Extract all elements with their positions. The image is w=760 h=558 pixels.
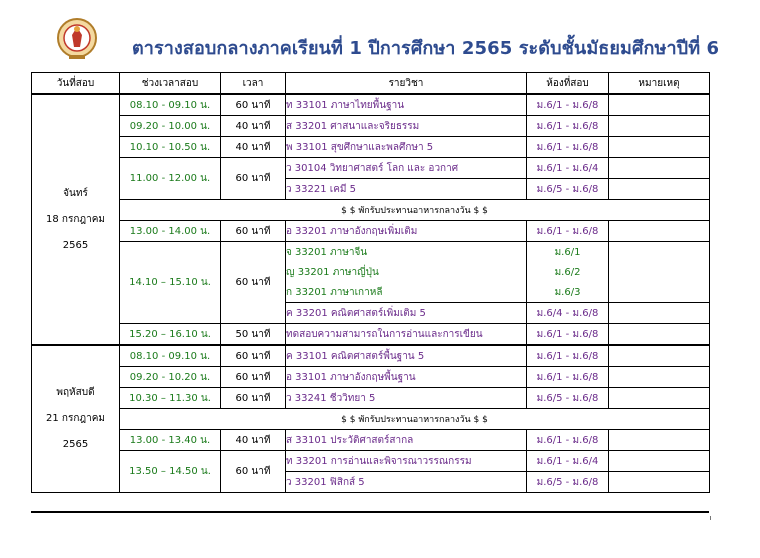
remarks-cell (609, 158, 710, 179)
duration-cell: 60 นาที (221, 345, 286, 367)
subject-cell: ว 33241 ชีววิทยา 5 (286, 388, 527, 409)
room-cell: ม.6/1 - ม.6/8 (527, 137, 609, 158)
subject-cell: ก 33201 ภาษาเกาหลี (286, 282, 527, 303)
subject-cell: อ 33101 ภาษาอังกฤษพื้นฐาน (286, 367, 527, 388)
exam-day-date: 18 กรกฎาคม (46, 213, 105, 225)
remarks-cell (609, 221, 710, 242)
room-cell: ม.6/1 - ม.6/8 (527, 116, 609, 137)
table-row (32, 137, 710, 158)
lunch-break-row (32, 200, 710, 221)
time-cell: 09.20 - 10.20 น. (120, 367, 221, 388)
exam-day-year: 2565 (62, 239, 89, 251)
room-cell: ม.6/4 - ม.6/8 (527, 303, 609, 324)
room-cell: ม.6/1 - ม.6/8 (527, 324, 609, 346)
table-header-row (32, 73, 710, 95)
remarks-cell (609, 451, 710, 472)
room-cell: ม.6/1 - ม.6/8 (527, 430, 609, 451)
duration-cell: 40 นาที (221, 116, 286, 137)
lunch-break-label: $ $ พักรับประทานอาหารกลางวัน $ $ (120, 409, 710, 430)
room-cell: ม.6/1 - ม.6/8 (527, 345, 609, 367)
remarks-cell (609, 242, 710, 303)
exam-day-name: พฤหัสบดี (56, 387, 95, 398)
header-remarks: หมายเหตุ (609, 73, 710, 95)
duration-cell: 40 นาที (221, 137, 286, 158)
duration-cell: 40 นาที (221, 430, 286, 451)
table-row (32, 242, 710, 263)
subject-cell: ส 33101 ประวัติศาสตร์สากล (286, 430, 527, 451)
subject-cell: ค 33101 คณิตศาสตร์พื้นฐาน 5 (286, 345, 527, 367)
time-cell: 09.20 - 10.00 น. (120, 116, 221, 137)
lunch-break-label: $ $ พักรับประทานอาหารกลางวัน $ $ (120, 200, 710, 221)
remarks-cell (609, 345, 710, 367)
subject-cell: พ 33101 สุขศึกษาและพลศึกษา 5 (286, 137, 527, 158)
table-row (32, 367, 710, 388)
duration-cell: 60 นาที (221, 451, 286, 493)
duration-cell: 60 นาที (221, 242, 286, 324)
remarks-cell (609, 388, 710, 409)
subject-cell: อ 33201 ภาษาอังกฤษเพิ่มเติม (286, 221, 527, 242)
remarks-cell (609, 324, 710, 346)
exam-day-date: 21 กรกฎาคม (46, 413, 105, 424)
table-row (32, 94, 710, 116)
header-room: ห้องที่สอบ (527, 73, 609, 95)
exam-day-cell (32, 345, 120, 493)
exam-day-year: 2565 (62, 439, 89, 450)
remarks-cell (609, 367, 710, 388)
table-row (32, 221, 710, 242)
room-cell: ม.6/1 - ม.6/4 (527, 451, 609, 472)
table-row (32, 324, 710, 346)
table-row (32, 451, 710, 472)
room-cell: ม.6/5 - ม.6/8 (527, 472, 609, 493)
header-subject: รายวิชา (286, 73, 527, 95)
table-row (32, 116, 710, 137)
page-edge-mark (710, 516, 711, 520)
remarks-cell (609, 137, 710, 158)
page-title: ตารางสอบกลางภาคเรียนที่ 1 ปีการศึกษา 2565 ระดับชั้นมัธยมศึกษาปีที่ 6 (132, 38, 720, 59)
time-cell: 13.00 - 13.40 น. (120, 430, 221, 451)
duration-cell: 60 นาที (221, 221, 286, 242)
time-cell: 13.00 - 14.00 น. (120, 221, 221, 242)
table-row (32, 158, 710, 179)
room-cell: ม.6/1 - ม.6/4 (527, 158, 609, 179)
subject-cell: ท 33201 การอ่านและพิจารณาวรรณกรรม (286, 451, 527, 472)
duration-cell: 60 นาที (221, 94, 286, 116)
time-cell: 10.30 – 11.30 น. (120, 388, 221, 409)
time-cell: 10.10 - 10.50 น. (120, 137, 221, 158)
time-cell: 15.20 – 16.10 น. (120, 324, 221, 346)
time-cell: 14.10 – 15.10 น. (120, 242, 221, 324)
duration-cell: 60 นาที (221, 388, 286, 409)
exam-day-cell (32, 94, 120, 345)
header-time-range: ช่วงเวลาสอบ (120, 73, 221, 95)
room-cell: ม.6/2 (527, 262, 609, 282)
table-row (32, 345, 710, 367)
header-duration: เวลา (221, 73, 286, 95)
exam-schedule-table (31, 72, 710, 493)
time-cell: 08.10 - 09.10 น. (120, 345, 221, 367)
time-cell: 08.10 - 09.10 น. (120, 94, 221, 116)
subject-cell: ค 33201 คณิตศาสตร์เพิ่มเติม 5 (286, 303, 527, 324)
school-logo (56, 17, 98, 61)
room-cell: ม.6/1 - ม.6/8 (527, 221, 609, 242)
duration-cell: 60 นาที (221, 158, 286, 200)
room-cell: ม.6/5 - ม.6/8 (527, 179, 609, 200)
remarks-cell (609, 116, 710, 137)
subject-cell: ว 30104 วิทยาศาสตร์ โลก และ อวกาศ (286, 158, 527, 179)
subject-cell: จ 33201 ภาษาจีน (286, 242, 527, 263)
duration-cell: 50 นาที (221, 324, 286, 346)
table-bottom-rule (31, 511, 709, 513)
room-cell: ม.6/3 (527, 282, 609, 303)
time-cell: 11.00 - 12.00 น. (120, 158, 221, 200)
header-exam-date: วันที่สอบ (32, 73, 120, 95)
exam-day-name: จันทร์ (63, 187, 88, 199)
room-cell: ม.6/1 - ม.6/8 (527, 94, 609, 116)
remarks-cell (609, 430, 710, 451)
table-row (32, 430, 710, 451)
room-cell: ม.6/1 - ม.6/8 (527, 367, 609, 388)
remarks-cell (609, 94, 710, 116)
room-cell: ม.6/1 (527, 242, 609, 263)
subject-cell: ส 33201 ศาสนาและจริยธรรม (286, 116, 527, 137)
subject-cell: ทดสอบความสามารถในการอ่านและการเขียน (286, 324, 527, 346)
remarks-cell (609, 179, 710, 200)
subject-cell: ญ 33201 ภาษาญี่ปุ่น (286, 262, 527, 282)
subject-cell: ว 33221 เคมี 5 (286, 179, 527, 200)
remarks-cell (609, 472, 710, 493)
duration-cell: 60 นาที (221, 367, 286, 388)
lunch-break-row (32, 409, 710, 430)
room-cell: ม.6/5 - ม.6/8 (527, 388, 609, 409)
time-cell: 13.50 – 14.50 น. (120, 451, 221, 493)
subject-cell: ว 33201 ฟิสิกส์ 5 (286, 472, 527, 493)
remarks-cell (609, 303, 710, 324)
table-row (32, 388, 710, 409)
subject-cell: ท 33101 ภาษาไทยพื้นฐาน (286, 94, 527, 116)
